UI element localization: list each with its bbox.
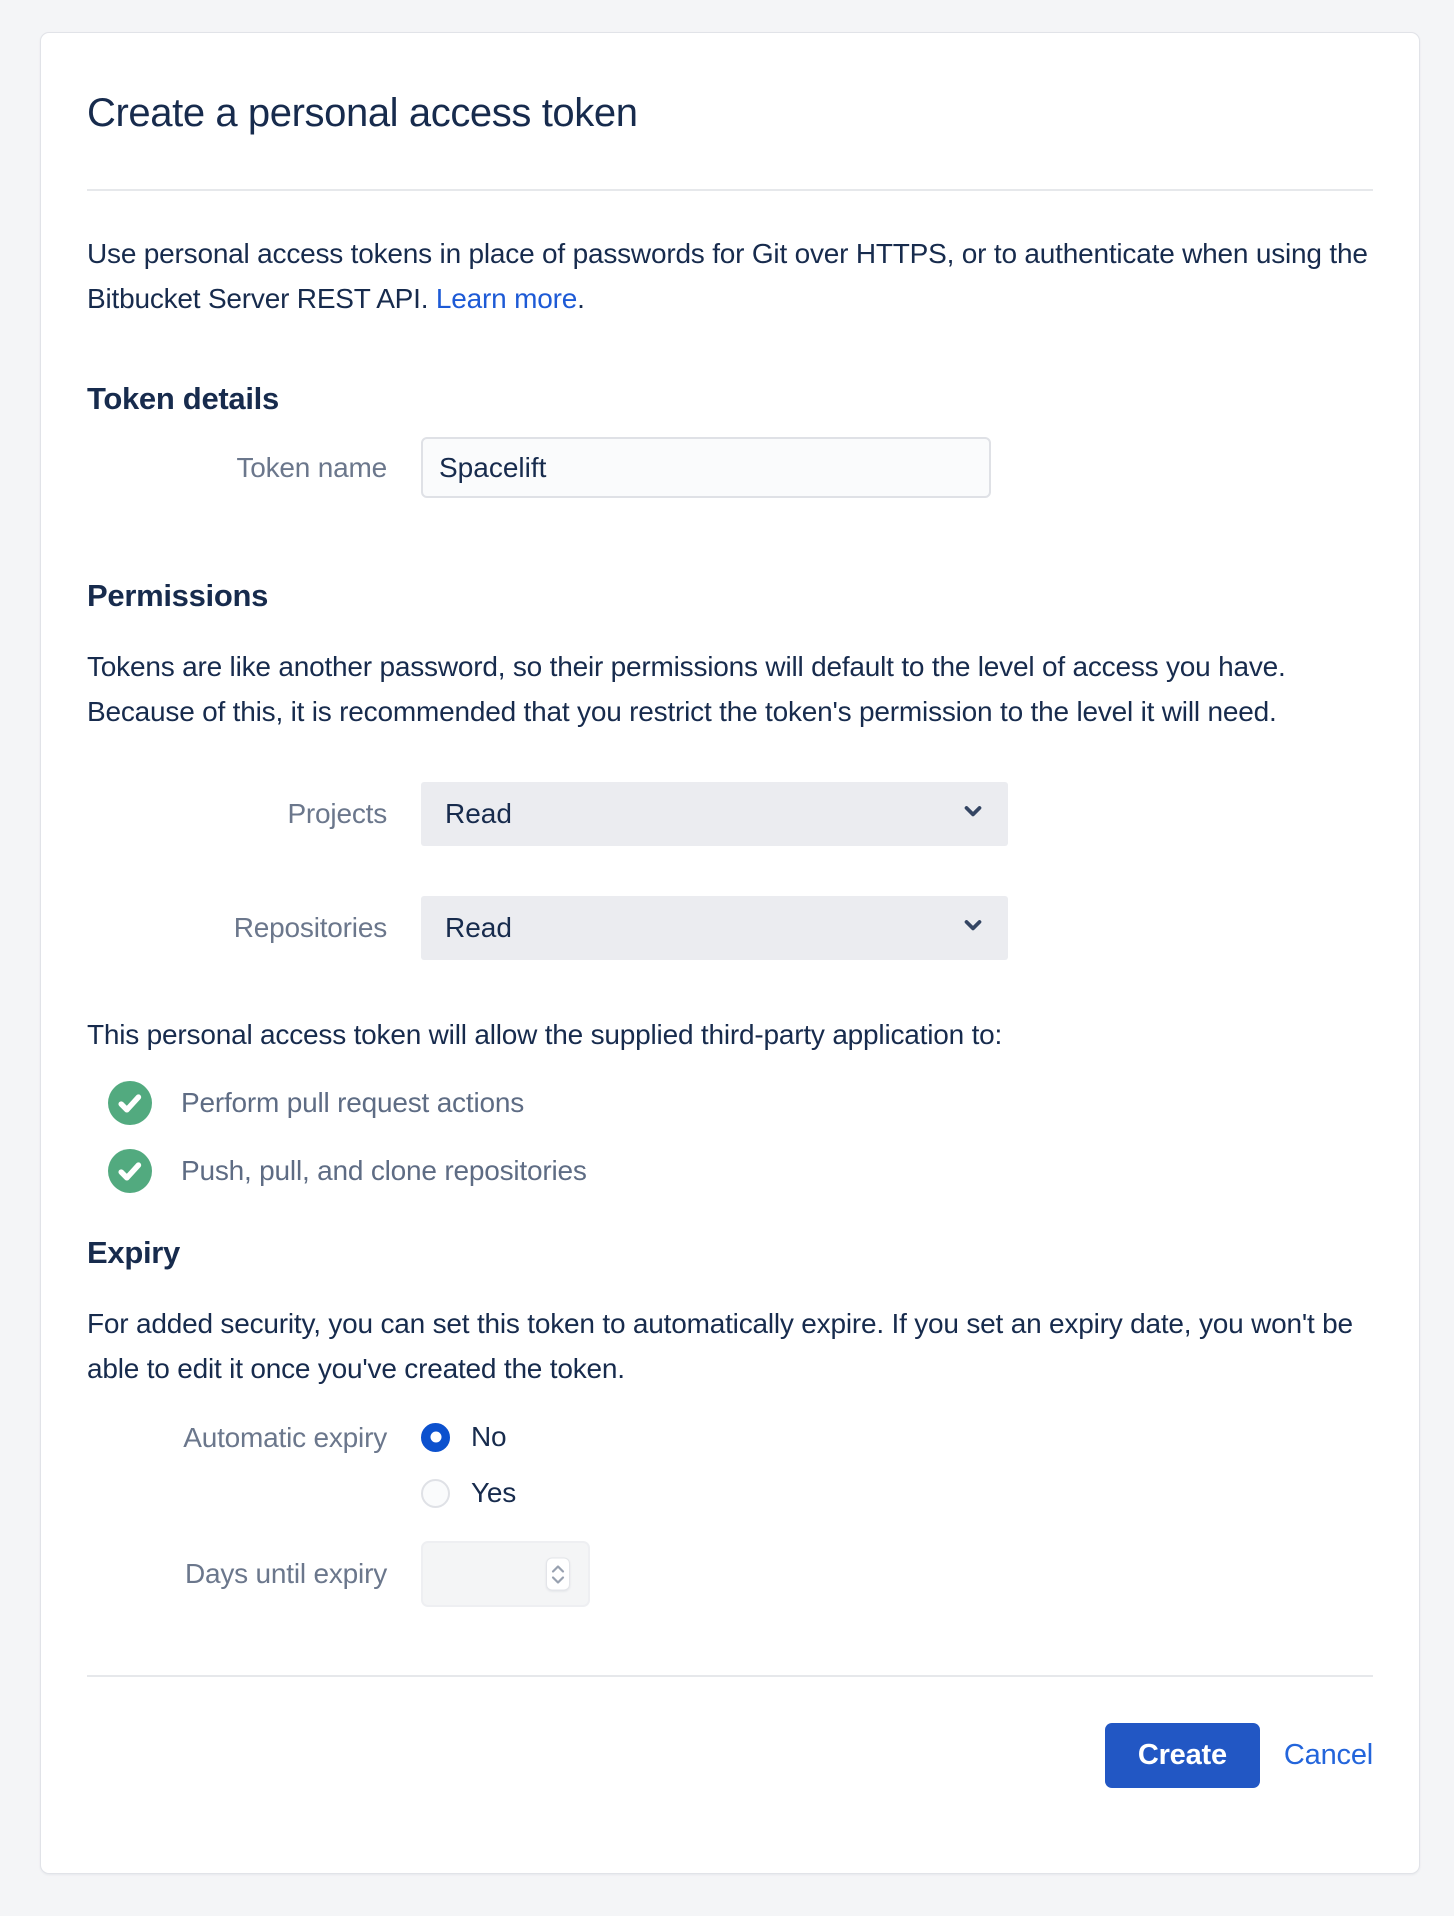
chevron-down-icon [960,912,986,945]
token-name-input[interactable] [421,437,991,498]
check-circle-icon [108,1081,152,1125]
permissions-heading: Permissions [87,578,269,613]
expiry-heading: Expiry [87,1235,180,1270]
automatic-expiry-row [87,1421,1373,1509]
token-capabilities-summary: This personal access token will allow the supplied third-party application to: [87,1019,1003,1050]
create-button[interactable]: Create [1105,1723,1260,1788]
repositories-permission-value: Read [445,912,512,943]
capability-item [87,1149,1373,1193]
create-token-card [40,32,1420,1874]
footer-divider [87,1675,1373,1677]
token-name-label: Token name [236,451,387,483]
capability-item [87,1081,1373,1125]
radio-label[interactable]: Yes [471,1477,517,1508]
capability-label: Push, pull, and clone repositories [181,1155,587,1186]
days-until-expiry-row [87,1541,1373,1607]
repositories-row [87,896,1373,960]
check-circle-icon [108,1149,152,1193]
footer-actions [87,1723,1373,1788]
repositories-permission-select[interactable] [421,896,1008,960]
capability-list [87,1081,1373,1193]
projects-permission-select[interactable] [421,782,1008,846]
token-name-row [87,437,1373,498]
intro-text-main: Use personal access tokens in place of passwords for Git over HTTPS, or to authenticate when using the Bitbucket Server REST API. [87,238,1368,314]
header-divider [87,189,1373,191]
learn-more-link[interactable]: Learn more [435,283,578,314]
projects-row [87,782,1373,846]
days-until-expiry-label: Days until expiry [184,1558,387,1589]
repositories-label: Repositories [233,912,387,943]
chevron-down-icon [960,798,986,831]
capability-label: Perform pull request actions [181,1087,525,1118]
automatic-expiry-option-yes[interactable] [421,1477,516,1509]
automatic-expiry-label: Automatic expiry [183,1422,387,1453]
projects-label: Projects [287,798,387,829]
page-title: Create a personal access token [87,91,638,135]
radio-icon[interactable] [421,1479,450,1508]
radio-label[interactable]: No [471,1421,507,1452]
permissions-description: Tokens are like another password, so their permissions will default to the level of access you have. Because of this, it is recommended that you restrict the token's permission to the level it will need. [87,651,1286,727]
projects-permission-value: Read [445,798,512,829]
intro-text [87,231,1373,321]
automatic-expiry-option-no[interactable] [421,1421,516,1453]
token-details-heading: Token details [87,381,279,416]
automatic-expiry-radio-group [421,1421,516,1509]
days-until-expiry-input[interactable] [421,1541,590,1607]
cancel-link[interactable]: Cancel [1283,1739,1373,1771]
intro-text-suffix: . [577,283,585,314]
expiry-description: For added security, you can set this token to automatically expire. If you set an expiry date, you won't be able to edit it once you've created the token. [87,1308,1353,1384]
number-stepper-icon[interactable] [546,1558,570,1591]
radio-icon[interactable] [421,1423,450,1452]
